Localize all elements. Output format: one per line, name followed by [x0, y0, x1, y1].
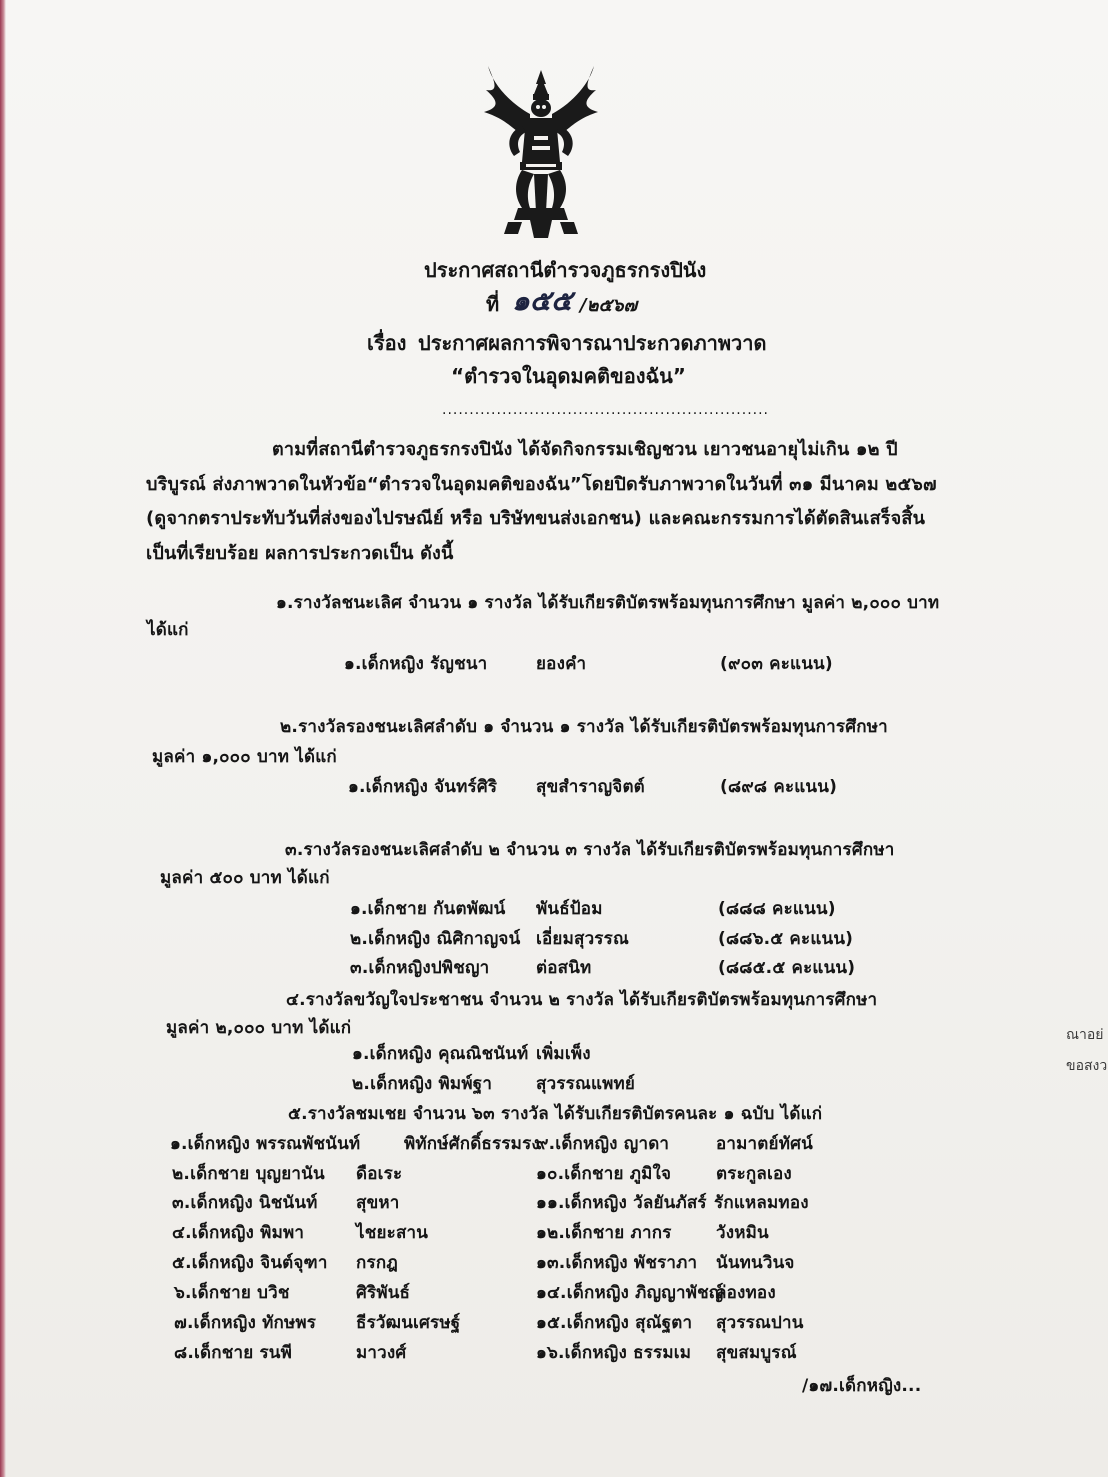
- honorable-left-5-surname: กรกฎ: [356, 1253, 398, 1273]
- honorable-right-2-surname: ตระกูลเอง: [716, 1164, 792, 1184]
- intro-line-4: เป็นที่เรียบร้อย ผลการประกวดเป็น ดังนี้: [146, 543, 454, 564]
- award-3-winner-2-name: ๒.เด็กหญิง ณิศิกาญจน์: [350, 929, 521, 949]
- honorable-right-7-name: ๑๕.เด็กหญิง สุณัฐตา: [536, 1313, 693, 1333]
- honorable-left-2-surname: ดือเระ: [356, 1164, 403, 1184]
- honorable-left-2-name: ๒.เด็กชาย บุญยานัน: [172, 1164, 325, 1184]
- award-1-winner-1-surname: ยองคำ: [536, 654, 587, 674]
- award-3-winner-3-surname: ต่อสนิท: [536, 958, 592, 978]
- honorable-right-4-name: ๑๒.เด็กชาย ภากร: [536, 1223, 672, 1243]
- award-3-winner-1-surname: พันธ์ป้อม: [536, 899, 603, 919]
- award-3-heading: ๓.รางวัลรองชนะเลิศลำดับ ๒ จำนวน ๓ รางวัล ได้รับเกียรติบัตรพร้อมทุนการศึกษา: [285, 840, 895, 860]
- honorable-right-8-surname: สุขสมบูรณ์: [716, 1343, 797, 1363]
- honorable-left-7-name: ๗.เด็กหญิง ทักษพร: [174, 1313, 317, 1333]
- award-2-winner-1-name: ๑.เด็กหญิง จันทร์ศิริ: [348, 777, 498, 797]
- award-4-winner-1-name: ๑.เด็กหญิง คุณณิชนันท์: [352, 1044, 529, 1064]
- honorable-right-3-name: ๑๑.เด็กหญิง วัลยันภัสร์: [536, 1193, 707, 1213]
- award-3-heading-cont: มูลค่า ๕๐๐ บาท ได้แก่: [160, 868, 330, 888]
- honorable-right-3-surname: รักแหลมทอง: [714, 1193, 809, 1213]
- award-4-heading-cont: มูลค่า ๒,๐๐๐ บาท ได้แก่: [166, 1018, 352, 1038]
- honorable-left-8-name: ๘.เด็กชาย รนพี: [174, 1343, 293, 1363]
- subject-text: ประกาศผลการพิจารณาประกวดภาพวาด: [418, 331, 767, 355]
- document-number-prefix: ที่: [486, 292, 500, 316]
- award-4-heading: ๔.รางวัลขวัญใจประชาชน จำนวน ๒ รางวัล ได้รับเกียรติบัตรพร้อมทุนการศึกษา: [286, 990, 878, 1010]
- honorable-left-5-name: ๕.เด็กหญิง จินต์จุฑา: [172, 1253, 328, 1273]
- honorable-left-6-name: ๖.เด็กชาย บวิช: [174, 1283, 290, 1303]
- intro-line-1: ตามที่สถานีตำรวจภูธรกรงปินัง ได้จัดกิจกรรมเชิญชวน เยาวชนอายุไม่เกิน ๑๒ ปี: [272, 439, 898, 460]
- honorable-left-3-name: ๓.เด็กหญิง นิชนันท์: [172, 1193, 318, 1213]
- award-3-winner-3-name: ๓.เด็กหญิงปพิชญา: [350, 958, 490, 978]
- honorable-left-1-name: ๑.เด็กหญิง พรรณพัชนันท์: [170, 1134, 361, 1154]
- page-edge: [0, 0, 6, 1477]
- award-2-winner-1-score: (๘๙๘ คะแนน): [720, 777, 838, 797]
- subject-label: เรื่อง: [367, 331, 407, 355]
- document-title: ประกาศสถานีตำรวจภูธรกรงปินัง: [424, 258, 707, 282]
- document-number-year: /๒๕๖๗: [580, 295, 638, 316]
- award-4-winner-2-surname: สุวรรณแพทย์: [536, 1074, 636, 1094]
- award-5-heading: ๕.รางวัลชมเชย จำนวน ๖๓ รางวัล ได้รับเกียรติบัตรคนละ ๑ ฉบับ ได้แก่: [288, 1104, 823, 1124]
- award-3-winner-1-name: ๑.เด็กชาย กันตพัฒน์: [350, 899, 506, 919]
- award-2-heading: ๒.รางวัลรองชนะเลิศลำดับ ๑ จำนวน ๑ รางวัล ได้รับเกียรติบัตรพร้อมทุนการศึกษา: [280, 717, 888, 737]
- honorable-left-8-surname: มาวงศ์: [356, 1343, 407, 1363]
- honorable-right-4-surname: วังหมิน: [716, 1223, 769, 1243]
- honorable-right-5-surname: นันทนวินจ: [716, 1253, 795, 1273]
- document-number-handwritten: ๑๕๕: [512, 284, 573, 317]
- margin-fragment-2: ขอสงว: [1066, 1058, 1108, 1074]
- award-3-winner-1-score: (๘๘๘ คะแนน): [718, 899, 836, 919]
- award-2-heading-cont: มูลค่า ๑,๐๐๐ บาท ได้แก่: [152, 747, 337, 767]
- intro-line-3: (ดูจากตราประทับวันที่ส่งของไปรษณีย์ หรือ บริษัทขนส่งเอกชน) และคณะกรรมการได้ตัดสินเสร็จสิ้น: [146, 508, 926, 529]
- garuda-emblem-icon: [478, 62, 604, 240]
- award-1-heading-cont: ได้แก่: [147, 620, 189, 640]
- honorable-right-1-name: ๙.เด็กหญิง ญาดา: [536, 1134, 670, 1154]
- award-3-winner-2-score: (๘๘๖.๕ คะแนน): [718, 929, 854, 949]
- award-4-winner-2-name: ๒.เด็กหญิง พิมพ์ฐา: [352, 1074, 493, 1094]
- margin-fragment-1: ณาอย่: [1066, 1027, 1104, 1043]
- honorable-left-7-surname: ธีรวัฒนเศรษฐ์: [356, 1313, 461, 1333]
- honorable-left-6-surname: ศิริพันธ์: [356, 1283, 411, 1303]
- award-2-winner-1-surname: สุขสำราญจิตต์: [536, 777, 645, 797]
- contest-topic: “ตำรวจในอุดมคติของฉัน”: [451, 364, 686, 388]
- honorable-left-3-surname: สุขหา: [356, 1193, 400, 1213]
- honorable-right-6-name: ๑๔.เด็กหญิง ภิญญาพัชญ์: [536, 1283, 724, 1303]
- honorable-right-5-name: ๑๓.เด็กหญิง พัชราภา: [536, 1253, 698, 1273]
- honorable-right-1-surname: อามาตย์ทัศน์: [716, 1134, 813, 1154]
- award-1-winner-1-score: (๙๐๓ คะแนน): [720, 654, 833, 674]
- honorable-left-1-surname: พิทักษ์ศักดิ์ธรรมรง: [404, 1134, 540, 1154]
- header-separator: ............................................................: [442, 402, 770, 418]
- award-3-winner-2-surname: เอี่ยมสุวรรณ: [536, 929, 629, 949]
- honorable-left-4-surname: ไชยะสาน: [356, 1223, 429, 1243]
- honorable-right-6-surname: ล่องทอง: [716, 1283, 776, 1303]
- honorable-left-4-name: ๔.เด็กหญิง พิมพา: [172, 1223, 305, 1243]
- page-continuation: /๑๗.เด็กหญิง...: [802, 1376, 922, 1396]
- award-3-winner-3-score: (๘๘๕.๕ คะแนน): [718, 958, 856, 978]
- award-1-winner-1-name: ๑.เด็กหญิง รัญชนา: [344, 654, 488, 674]
- honorable-right-7-surname: สุวรรณปาน: [716, 1313, 804, 1333]
- award-1-heading: ๑.รางวัลชนะเลิศ จำนวน ๑ รางวัล ได้รับเกียรติบัตรพร้อมทุนการศึกษา มูลค่า ๒,๐๐๐ บาท: [276, 593, 940, 613]
- intro-line-2: บริบูรณ์ ส่งภาพวาดในหัวข้อ“ตำรวจในอุดมคติของฉัน”โดยปิดรับภาพวาดในวันที่ ๓๑ มีนาคม ๒๕๖๗: [146, 474, 937, 495]
- honorable-right-8-name: ๑๖.เด็กหญิง ธรรมเม: [536, 1343, 692, 1363]
- award-4-winner-1-surname: เพิ่มเพ็ง: [536, 1044, 591, 1064]
- honorable-right-2-name: ๑๐.เด็กชาย ภูมิใจ: [536, 1164, 672, 1184]
